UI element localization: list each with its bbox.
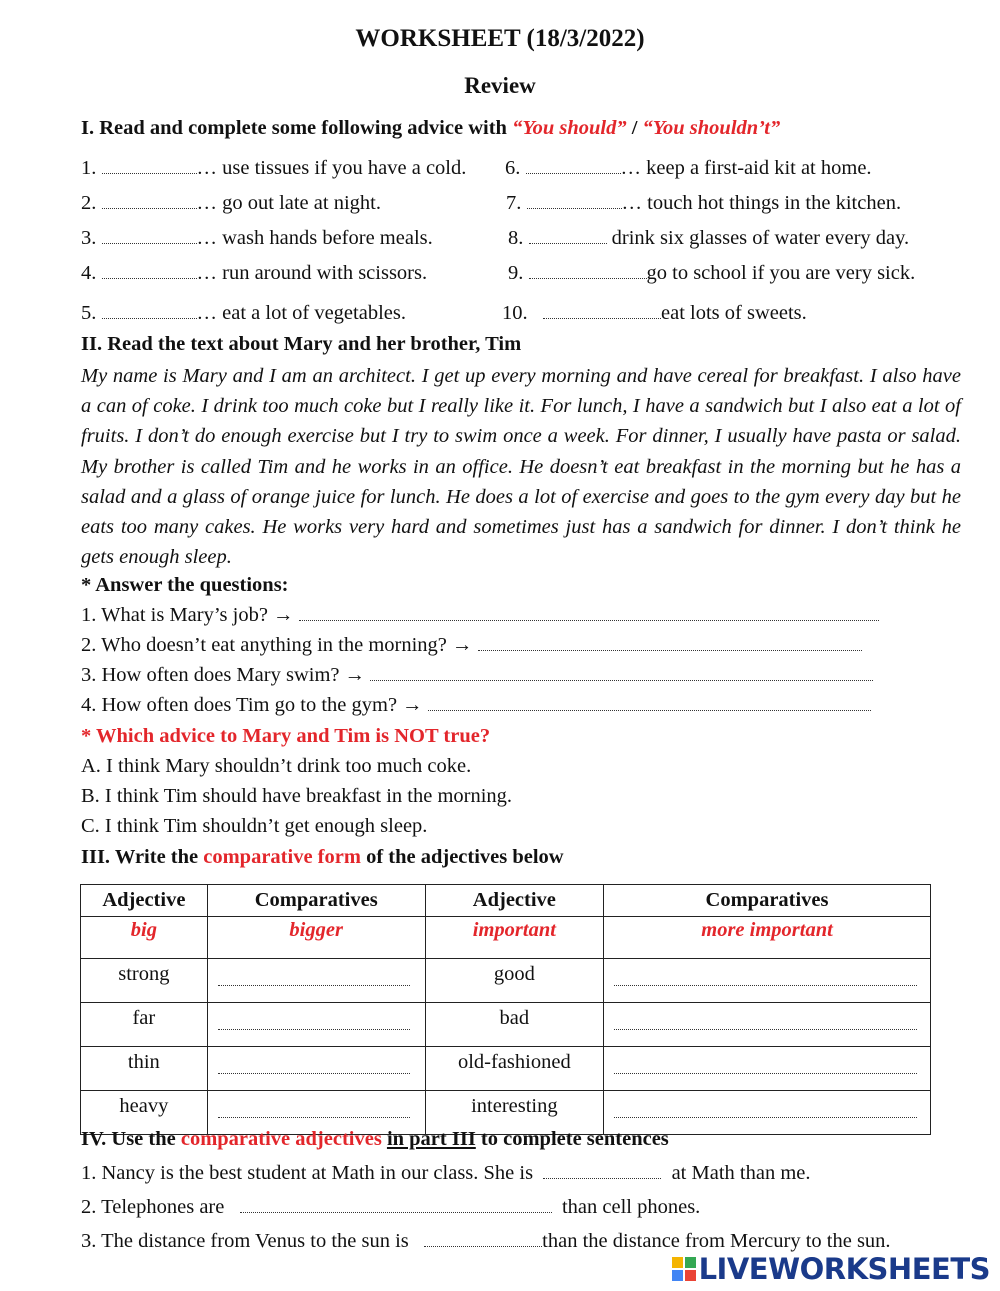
question-1: 1. What is Mary’s job? →: [81, 604, 879, 627]
table-header: Comparatives: [207, 885, 425, 917]
advice-item-2: 2. … go out late at night.: [81, 192, 381, 214]
table-header: Comparatives: [604, 885, 931, 917]
liveworksheets-logo: LIVEWORKSHEETS: [672, 1252, 990, 1286]
answer-blank[interactable]: [207, 959, 425, 1003]
option-a: A. I think Mary shouldn’t drink too much coke.: [81, 755, 472, 777]
example-comparative: more important: [604, 917, 931, 959]
page-title: WORKSHEET (18/3/2022): [355, 25, 645, 52]
answer-blank[interactable]: [604, 1047, 931, 1091]
adjective-cell: thin: [81, 1047, 208, 1091]
page-subtitle: Review: [464, 73, 536, 98]
adjective-cell: far: [81, 1003, 208, 1047]
table-row: [81, 1047, 931, 1091]
table-example-row: [81, 917, 931, 959]
advice-item-10: 10. eat lots of sweets.: [502, 302, 807, 324]
sentence-3: 3. The distance from Venus to the sun is than the distance from Mercury to the sun.: [81, 1230, 891, 1252]
advice-item-9: 9. go to school if you are very sick.: [508, 262, 916, 284]
advice-item-7: 7. … touch hot things in the kitchen.: [506, 192, 902, 214]
adjective-cell: good: [425, 959, 603, 1003]
table-row: [81, 1003, 931, 1047]
questions-heading: * Answer the questions:: [81, 574, 289, 596]
advice-item-3: 3. … wash hands before meals.: [81, 227, 433, 249]
table-header-row: [81, 885, 931, 917]
reading-passage: My name is Mary and I am an architect. I get up every morning and have cereal for breakfast. I also have a can of coke. I drink too much coke but I really like it. For lunch, I have a sandwich but I also eat a lot of fruits. I don’t do enough exercise but I try to swim once a week. For dinner, I usually have pasta or salad. My brother is called Tim and he works in an office. He doesn’t eat breakfast in the morning but he has a salad and a glass of orange juice for lunch. He does a lot of exercise and goes to the gym every day but he eats too many cakes. He works very hard and sometimes just has a sandwich for dinner. I don’t think he gets enough sleep.: [81, 365, 961, 569]
sentence-1: 1. Nancy is the best student at Math in our class. She is at Math than me.: [81, 1162, 811, 1184]
adjective-cell: heavy: [81, 1091, 208, 1135]
logo-icon: [672, 1257, 696, 1281]
section3-heading: III. Write the comparative form of the adjectives below: [81, 846, 564, 868]
adjective-cell: interesting: [425, 1091, 603, 1135]
advice-item-6: 6. … keep a first-aid kit at home.: [505, 157, 872, 179]
section4-heading: IV. Use the comparative adjectives in part III to complete sentences: [81, 1128, 669, 1150]
table-header: Adjective: [425, 885, 603, 917]
answer-blank[interactable]: [604, 1003, 931, 1047]
table-row: [81, 959, 931, 1003]
answer-blank[interactable]: [604, 959, 931, 1003]
table-header: Adjective: [81, 885, 208, 917]
section2-heading: II. Read the text about Mary and her brother, Tim: [81, 333, 522, 355]
adjective-cell: strong: [81, 959, 208, 1003]
advice-item-8: 8. drink six glasses of water every day.: [508, 227, 910, 249]
option-c: C. I think Tim shouldn’t get enough sleep.: [81, 815, 428, 837]
example-adjective: big: [81, 917, 208, 959]
sentence-2: 2. Telephones are than cell phones.: [81, 1196, 701, 1218]
answer-blank[interactable]: [207, 1047, 425, 1091]
section1-heading: I. Read and complete some following advice with “You should” / “You shouldn’t”: [81, 117, 781, 139]
example-adjective: important: [425, 917, 603, 959]
option-b: B. I think Tim should have breakfast in the morning.: [81, 785, 513, 807]
question-2: 2. Who doesn’t eat anything in the morning? →: [81, 634, 862, 657]
adjective-cell: old-fashioned: [425, 1047, 603, 1091]
advice-item-4: 4. … run around with scissors.: [81, 262, 428, 284]
question-4: 4. How often does Tim go to the gym? →: [81, 694, 871, 717]
example-comparative: bigger: [207, 917, 425, 959]
adjective-cell: bad: [425, 1003, 603, 1047]
comparatives-table: [80, 884, 931, 1135]
answer-blank[interactable]: [207, 1003, 425, 1047]
advice-item-1: 1. … use tissues if you have a cold.: [81, 157, 467, 179]
advice-question-heading: * Which advice to Mary and Tim is NOT true?: [81, 725, 491, 747]
question-3: 3. How often does Mary swim? →: [81, 664, 873, 687]
advice-item-5: 5. … eat a lot of vegetables.: [81, 302, 406, 324]
